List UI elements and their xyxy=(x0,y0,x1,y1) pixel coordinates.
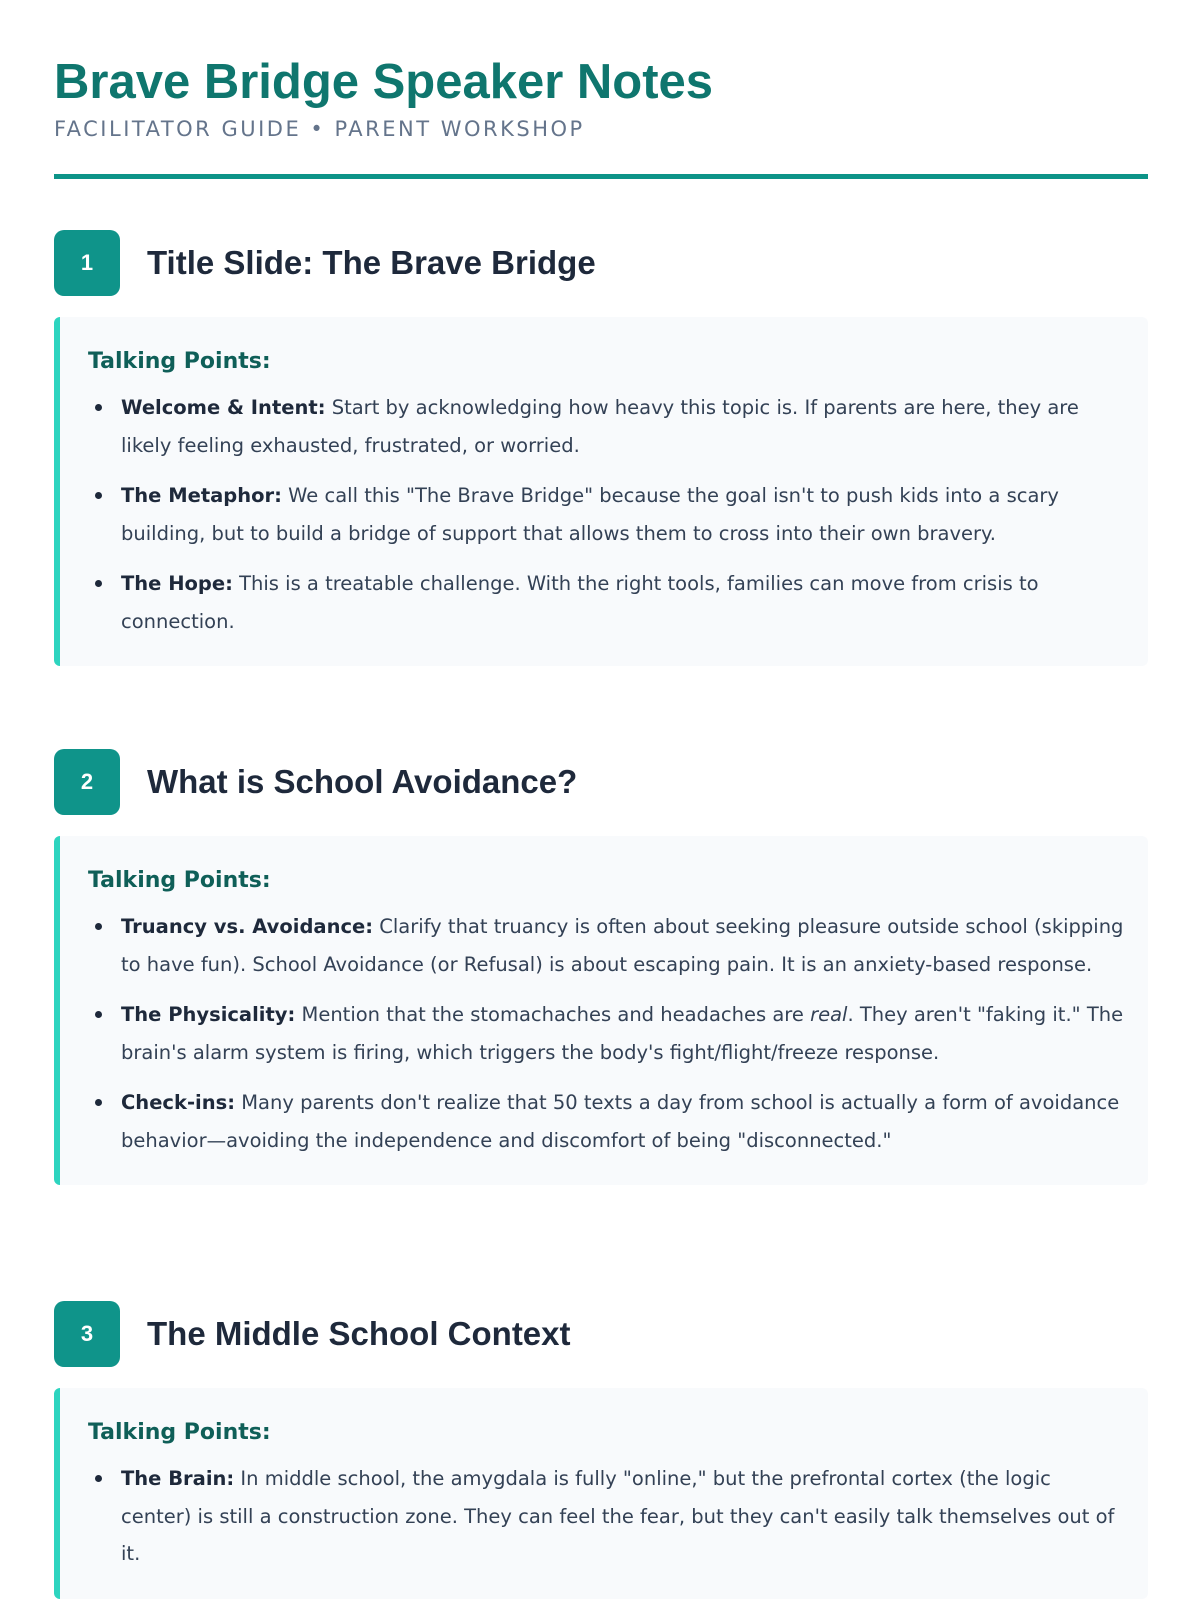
bullet-icon xyxy=(95,492,102,499)
list-item xyxy=(88,389,1124,464)
header-divider xyxy=(54,174,1148,179)
point-label: Welcome & Intent: xyxy=(121,396,326,419)
point-emphasis: real xyxy=(810,1003,848,1026)
list-item xyxy=(88,1460,1124,1573)
point-text: Mention that the stomachaches and headaches are xyxy=(295,1003,811,1026)
point-label: The Metaphor: xyxy=(121,484,282,507)
point-text: Start by acknowledging how heavy this topic is. If parents are here, they are likely feeling exhausted, frustrated, or worried. xyxy=(121,396,1079,457)
section-header xyxy=(54,1301,1148,1367)
section-number-badge: 3 xyxy=(54,1301,120,1367)
point-label: The Brain: xyxy=(121,1467,235,1490)
bullet-icon xyxy=(95,1099,102,1106)
section-3 xyxy=(54,1301,1148,1599)
document-header xyxy=(54,52,1148,144)
section-2 xyxy=(54,749,1148,1185)
point-label: Truancy vs. Avoidance: xyxy=(121,915,374,938)
point-label: Check-ins: xyxy=(121,1091,236,1114)
bullet-icon xyxy=(95,580,102,587)
list-item xyxy=(88,477,1124,552)
section-number-badge: 2 xyxy=(54,749,120,815)
bullet-icon xyxy=(95,923,102,930)
list-item xyxy=(88,908,1124,983)
section-number-badge: 1 xyxy=(54,230,120,296)
point-label: The Physicality: xyxy=(121,1003,296,1026)
point-text: This is a treatable challenge. With the right tools, families can move from crisis to connection. xyxy=(121,572,1039,633)
point-text: We call this "The Brave Bridge" because the goal isn't to push kids into a scary building, but to build a bridge of support that allows them to cross into their own bravery. xyxy=(121,484,1059,545)
list-item xyxy=(88,1084,1124,1159)
list-item xyxy=(88,996,1124,1071)
point-text: . They aren't "faking it." The brain's alarm system is firing, which triggers the body's fight/flight/freeze response. xyxy=(121,1003,1124,1064)
talking-points-label: Talking Points: xyxy=(88,868,271,893)
list-item xyxy=(88,565,1124,640)
talking-points-list xyxy=(88,908,1124,1159)
section-1 xyxy=(54,230,1148,666)
bullet-icon xyxy=(95,1475,102,1482)
point-text: Clarify that truancy is often about seeking pleasure outside school (skipping to have fun). School Avoidance (or Refusal) is about escaping pain. It is an anxiety-based response. xyxy=(121,915,1124,976)
talking-points-label: Talking Points: xyxy=(88,1420,271,1445)
section-title: Title Slide: The Brave Bridge xyxy=(147,244,596,281)
document-subtitle: FACILITATOR GUIDE • PARENT WORKSHOP xyxy=(54,117,585,141)
document-title: Brave Bridge Speaker Notes xyxy=(54,55,714,109)
section-title: What is School Avoidance? xyxy=(147,763,578,800)
bullet-icon xyxy=(95,404,102,411)
talking-points-label: Talking Points: xyxy=(88,349,271,374)
talking-points-list xyxy=(88,389,1124,640)
section-header xyxy=(54,230,1148,296)
talking-points-card xyxy=(54,1388,1148,1599)
section-header xyxy=(54,749,1148,815)
section-title: The Middle School Context xyxy=(147,1315,571,1352)
talking-points-list xyxy=(88,1460,1124,1573)
talking-points-card xyxy=(54,317,1148,666)
point-text: In middle school, the amygdala is fully "online," but the prefrontal cortex (the logic center) is still a construction zone. They can feel the fear, but they can't easily talk themselves out of it. xyxy=(121,1467,1115,1565)
point-text: Many parents don't realize that 50 texts a day from school is actually a form of avoidance behavior—avoiding the independence and discomfort of being "disconnected." xyxy=(121,1091,1120,1152)
bullet-icon xyxy=(95,1011,102,1018)
point-label: The Hope: xyxy=(121,572,233,595)
talking-points-card xyxy=(54,836,1148,1185)
